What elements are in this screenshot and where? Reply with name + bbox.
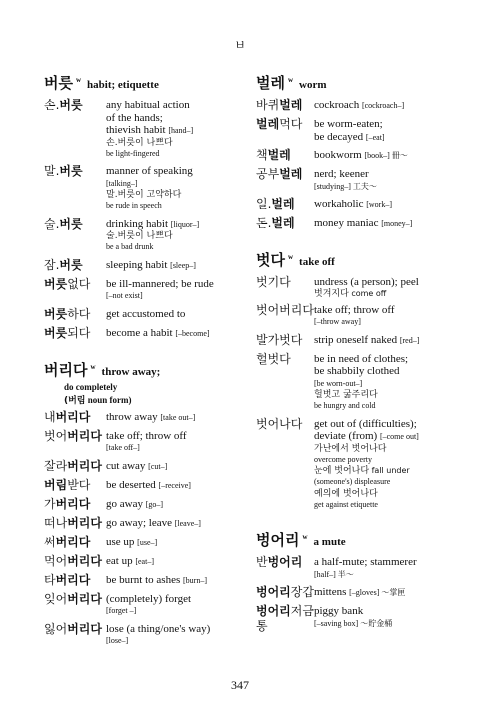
definition-line: deviate (from) [–come out] bbox=[314, 430, 419, 442]
definition-line: overcome poverty bbox=[314, 454, 372, 464]
definition-line: be deserted [–receive] bbox=[106, 478, 191, 491]
entry-word-root: 벌레 bbox=[271, 197, 295, 211]
entry-word: 버릇되다 bbox=[44, 325, 91, 340]
entry-word-root: 버리다 bbox=[55, 496, 91, 511]
definition-line: get out of (difficulties); bbox=[314, 417, 417, 430]
entry-row bbox=[256, 98, 461, 113]
entry-word-root: 버릇 bbox=[59, 98, 83, 112]
source-note: [use–] bbox=[137, 537, 158, 547]
entry-word: 술.버릇 bbox=[44, 216, 83, 231]
definition-line: [take off–] bbox=[106, 443, 140, 452]
definition-line: lose (a thing/one's way) bbox=[106, 622, 211, 635]
definition-line: piggy bank bbox=[314, 605, 364, 617]
headword-line bbox=[44, 359, 244, 380]
source-note: [money–] bbox=[381, 219, 413, 228]
definition-line: 손.버릇이 나쁘다 bbox=[106, 137, 173, 148]
entry-row bbox=[256, 303, 461, 329]
entry-row bbox=[44, 326, 244, 341]
headword: 벗다 bbox=[256, 251, 285, 269]
gloss-note: come off bbox=[348, 288, 387, 298]
entry-row bbox=[256, 117, 461, 144]
definition-line: become a habit [–become] bbox=[106, 326, 210, 339]
entry-definition bbox=[314, 197, 392, 212]
source-note: [–come out] bbox=[379, 432, 419, 441]
gloss-note: fall under bbox=[369, 466, 410, 475]
entry-definition bbox=[106, 326, 210, 341]
entry-word: 바퀴벌레 bbox=[256, 98, 303, 112]
definition-line: 예의에 벗어나다 bbox=[314, 488, 378, 499]
entry-definition bbox=[314, 98, 404, 113]
entry-word-root: 벌레 bbox=[267, 148, 291, 162]
entry-word: 공부벌레 bbox=[256, 167, 303, 181]
source-note: [leave–] bbox=[174, 518, 201, 528]
definition-line: workaholic [work–] bbox=[314, 198, 393, 210]
entry-word: 발가벗다 bbox=[256, 332, 303, 347]
entry-word: 헐벗다 bbox=[256, 351, 291, 366]
entry-word: 버림받다 bbox=[44, 477, 91, 492]
definition-line: cut away [cut–] bbox=[106, 459, 168, 472]
entry-row bbox=[44, 98, 244, 160]
entry-definition bbox=[314, 555, 417, 581]
headword-line bbox=[256, 529, 461, 550]
entry-word: 버릇없다 bbox=[44, 276, 91, 291]
entry-word: 벗기다 bbox=[256, 275, 291, 289]
definition-line: manner of speaking bbox=[106, 165, 193, 177]
entry-word-root: 벙어리 bbox=[256, 585, 291, 599]
headword-line bbox=[256, 72, 461, 93]
definition-line: (completely) forget bbox=[106, 592, 192, 605]
definition-line: thievish habit [hand–] bbox=[106, 124, 194, 136]
headword-gloss: throw away; bbox=[101, 365, 161, 378]
entry-definition bbox=[106, 98, 193, 160]
sub-note-text: noun form) bbox=[85, 394, 132, 405]
entry-word: 먹어버리다 bbox=[44, 553, 102, 568]
entry-definition bbox=[106, 459, 167, 474]
entry-definition bbox=[314, 417, 419, 512]
definition-line: be decayed [–eat] bbox=[314, 130, 385, 143]
headword-gloss: worm bbox=[299, 79, 327, 91]
entry-row bbox=[256, 417, 461, 512]
source-note: [cockroach–] bbox=[361, 101, 405, 110]
entry-row bbox=[44, 459, 244, 474]
definition-line: [–throw away] bbox=[314, 317, 361, 326]
right-column bbox=[256, 72, 461, 638]
entry-row bbox=[256, 216, 461, 231]
entry-word-root: 버릇 bbox=[44, 306, 68, 321]
entry-word-root: 버릇 bbox=[44, 276, 68, 291]
entry-definition bbox=[106, 516, 201, 531]
definition-line: be shabbily clothed bbox=[314, 365, 400, 377]
entry-block bbox=[256, 529, 461, 634]
entry-row bbox=[44, 217, 244, 254]
headword-marker: w bbox=[302, 533, 308, 541]
entry-row bbox=[44, 573, 244, 588]
source-note: [liquor–] bbox=[170, 219, 200, 229]
entry-word: 잘라버리다 bbox=[44, 458, 102, 473]
definition-line: throw away [take out–] bbox=[106, 410, 196, 423]
page-header: ㅂ bbox=[234, 38, 246, 52]
entry-word: 벙어리저금통 bbox=[256, 604, 314, 633]
entry-row bbox=[44, 535, 244, 550]
definition-line: drinking habit [liquor–] bbox=[106, 217, 200, 230]
definition-line: be rude in speech bbox=[106, 201, 162, 210]
definition-line: [talking–] bbox=[106, 178, 138, 188]
entry-word-root: 벌레 bbox=[279, 98, 303, 112]
entry-word: 가버리다 bbox=[44, 496, 91, 511]
definition-line: nerd; keener bbox=[314, 168, 369, 180]
entry-row bbox=[44, 516, 244, 531]
entry-word-root: 버리다 bbox=[55, 534, 91, 549]
definition-line: be burnt to ashes [burn–] bbox=[106, 573, 207, 586]
entry-definition bbox=[106, 622, 210, 648]
source-note: [work–] bbox=[366, 200, 393, 209]
source-note: [sleep–] bbox=[170, 260, 196, 270]
entry-row bbox=[44, 478, 244, 493]
definition-line: go away; leave [leave–] bbox=[106, 516, 201, 529]
page-number: 347 bbox=[231, 678, 249, 692]
definition-line: any habitual action bbox=[106, 99, 190, 111]
definition-line: be hungry and cold bbox=[314, 401, 376, 410]
entry-word-root: 벌레 bbox=[271, 216, 295, 230]
entry-word-root: 버리다 bbox=[67, 428, 102, 443]
definition-line: cockroach [cockroach–] bbox=[314, 99, 405, 111]
definition-line: bookworm [book–] 冊～ bbox=[314, 149, 408, 161]
entry-word: 돈.벌레 bbox=[256, 216, 295, 230]
entry-row bbox=[256, 555, 461, 581]
entry-row bbox=[256, 604, 461, 634]
entry-definition bbox=[314, 167, 377, 193]
definition-line: (someone's) displeasure bbox=[314, 477, 391, 486]
left-column bbox=[44, 72, 244, 652]
entry-definition bbox=[106, 573, 207, 588]
entry-definition bbox=[314, 275, 419, 299]
entry-word-root: 버리다 bbox=[67, 553, 102, 568]
entry-definition bbox=[314, 303, 395, 329]
headword-sub-gloss: do completely bbox=[64, 381, 118, 392]
entry-word: 벗어버리다 bbox=[256, 302, 314, 317]
entry-word-root: 버리다 bbox=[67, 515, 102, 530]
entry-row bbox=[44, 277, 244, 303]
definition-line: take off; throw off bbox=[314, 303, 395, 316]
definition-line: get accustomed to bbox=[106, 307, 186, 320]
sub-note-korean: (버림 bbox=[64, 395, 86, 406]
headword: 벌레 bbox=[256, 74, 285, 92]
entry-row bbox=[256, 333, 461, 348]
section-spacer bbox=[256, 515, 461, 529]
entry-word-root: 버리다 bbox=[55, 409, 91, 424]
headword-gloss: take off bbox=[299, 256, 335, 268]
source-note: [–receive] bbox=[158, 480, 191, 490]
definition-line: [be worn-out–] bbox=[314, 378, 363, 388]
definition-line: [half–] 半～ bbox=[314, 569, 354, 579]
entry-word: 타버리다 bbox=[44, 572, 91, 587]
entry-word-root: 버릇 bbox=[59, 164, 83, 178]
entry-definition bbox=[106, 535, 157, 550]
section-spacer bbox=[256, 235, 461, 249]
definition-line: 헐벗고 굶주리다 bbox=[314, 390, 378, 400]
definition-line: go away [go–] bbox=[106, 497, 164, 510]
definition-line: be light-fingered bbox=[106, 148, 160, 158]
entry-word-root: 버릇 bbox=[44, 325, 68, 340]
source-note: [eat–] bbox=[135, 556, 154, 566]
source-note: [book–] 冊～ bbox=[364, 151, 408, 160]
entry-definition bbox=[314, 216, 412, 231]
entry-row bbox=[44, 164, 244, 213]
entry-definition bbox=[106, 429, 187, 455]
source-note: [–become] bbox=[175, 328, 210, 338]
headword-line bbox=[256, 249, 461, 270]
entry-row bbox=[44, 307, 244, 322]
entry-row bbox=[44, 592, 244, 618]
entry-word-root: 벌레 bbox=[256, 117, 280, 131]
headword-marker: w bbox=[75, 76, 82, 84]
entry-row bbox=[44, 554, 244, 569]
entry-row bbox=[44, 429, 244, 455]
entry-row bbox=[44, 622, 244, 648]
entry-word-root: 벙어리 bbox=[267, 555, 303, 569]
entry-definition bbox=[106, 307, 185, 321]
entry-definition bbox=[314, 604, 392, 630]
entry-row bbox=[256, 275, 461, 299]
entry-word-root: 버리다 bbox=[55, 572, 91, 587]
entry-row bbox=[256, 585, 461, 600]
entry-definition bbox=[106, 592, 191, 618]
entry-word: 버릇하다 bbox=[44, 306, 91, 321]
definition-line: 눈에 벗어나다 fall under bbox=[314, 466, 410, 476]
headword-sub-note bbox=[44, 393, 244, 406]
definition-line: be worm-eaten; bbox=[314, 118, 383, 130]
entry-definition bbox=[314, 585, 405, 600]
entry-word: 일.벌레 bbox=[256, 197, 295, 211]
source-note: [cut–] bbox=[148, 461, 168, 471]
headword-marker: w bbox=[90, 362, 96, 371]
entry-word: 잠.버릇 bbox=[44, 257, 83, 272]
headword-marker: w bbox=[287, 253, 294, 261]
source-note: [burn–] bbox=[182, 575, 207, 585]
entry-definition bbox=[106, 164, 193, 213]
entry-definition bbox=[314, 333, 419, 348]
entry-definition bbox=[314, 117, 385, 144]
entry-word: 반벙어리 bbox=[256, 555, 303, 569]
entry-word: 내버리다 bbox=[44, 409, 91, 424]
definition-line: get against etiquette bbox=[314, 499, 378, 509]
entry-row bbox=[256, 148, 461, 163]
definition-line: [–saving box] ～貯金桶 bbox=[314, 618, 393, 628]
definition-line: sleeping habit [sleep–] bbox=[106, 258, 196, 271]
definition-line: be a bad drunk bbox=[106, 242, 154, 251]
source-note: [red–] bbox=[399, 335, 420, 345]
definition-line: of the hands; bbox=[106, 111, 163, 124]
headword-marker: w bbox=[287, 76, 294, 84]
definition-line: eat up [eat–] bbox=[106, 554, 154, 567]
entry-word-root: 버리다 bbox=[67, 591, 102, 606]
source-note: [hand–] bbox=[168, 126, 194, 135]
entry-row bbox=[44, 258, 244, 273]
definition-line: [studying–] 工夫～ bbox=[314, 181, 377, 191]
entry-block bbox=[44, 72, 244, 341]
entry-definition bbox=[106, 478, 191, 493]
source-note: [–eat] bbox=[365, 132, 385, 142]
entry-word-root: 벙어리 bbox=[256, 604, 291, 618]
headword-gloss: habit; etiquette bbox=[87, 79, 159, 91]
definition-line: take off; throw off bbox=[106, 429, 187, 442]
definition-line: mittens [–gloves] ～掌匣 bbox=[314, 586, 406, 598]
entry-definition bbox=[314, 352, 408, 413]
entry-word-root: 버릇 bbox=[59, 216, 83, 231]
definition-line: be in need of clothes; bbox=[314, 352, 409, 365]
entry-word: 벌레먹다 bbox=[256, 117, 303, 131]
entry-definition bbox=[106, 554, 154, 569]
definition-line: [forget –] bbox=[106, 606, 137, 615]
definition-line: 벗겨지다 come off bbox=[314, 288, 387, 299]
entry-block bbox=[44, 359, 244, 648]
entry-block bbox=[256, 72, 461, 231]
entry-word-root: 버리다 bbox=[67, 458, 102, 473]
definition-line: [–not exist] bbox=[106, 291, 143, 300]
entry-word: 잊어버리다 bbox=[44, 591, 102, 606]
definition-line: be ill-mannered; be rude bbox=[106, 277, 214, 290]
entry-word: 벗어버리다 bbox=[44, 428, 102, 443]
entry-definition bbox=[106, 277, 214, 303]
entry-row bbox=[44, 410, 244, 425]
headword: 버리다 bbox=[44, 360, 88, 379]
entry-row bbox=[256, 352, 461, 413]
definition-line: 가난에서 벗어나다 bbox=[314, 443, 387, 454]
headword: 버릇 bbox=[44, 74, 73, 92]
entry-definition bbox=[314, 148, 408, 163]
entry-definition bbox=[106, 497, 163, 512]
entry-row bbox=[44, 497, 244, 512]
entry-word-root: 버림 bbox=[44, 477, 68, 492]
entry-word: 손.버릇 bbox=[44, 98, 83, 112]
entry-word: 벙어리장갑 bbox=[256, 585, 314, 599]
entry-word: 벗어나다 bbox=[256, 416, 303, 431]
definition-line: strip oneself naked [red–] bbox=[314, 333, 420, 346]
entry-word: 책벌레 bbox=[256, 148, 291, 162]
definition-line: a half-mute; stammerer bbox=[314, 556, 417, 568]
entry-row bbox=[256, 197, 461, 212]
headword: 벙어리 bbox=[256, 531, 300, 549]
entry-word: 떠나버리다 bbox=[44, 515, 102, 530]
headword-line bbox=[44, 72, 244, 93]
entry-definition bbox=[106, 217, 199, 254]
definition-line: use up [use–] bbox=[106, 535, 158, 548]
source-note: [go–] bbox=[145, 499, 164, 509]
definition-line: undress (a person); peel bbox=[314, 276, 419, 288]
definition-line: [lose–] bbox=[106, 636, 129, 645]
entry-row bbox=[256, 167, 461, 193]
entry-word: 써버리다 bbox=[44, 534, 91, 549]
entry-word: 잃어버리다 bbox=[44, 621, 102, 636]
headword-gloss: a mute bbox=[313, 536, 346, 548]
definition-line: 술.버릇이 나쁘다 bbox=[106, 231, 173, 241]
entry-word-root: 버릇 bbox=[59, 257, 83, 272]
definition-line: 말.버릇이 고약하다 bbox=[106, 190, 182, 200]
section-spacer bbox=[44, 345, 244, 359]
entry-definition bbox=[106, 410, 195, 425]
entry-word-root: 버리다 bbox=[67, 621, 102, 636]
entry-word-root: 벌레 bbox=[279, 167, 303, 181]
definition-line: money maniac [money–] bbox=[314, 217, 413, 229]
entry-block bbox=[256, 249, 461, 511]
entry-word: 말.버릇 bbox=[44, 164, 83, 178]
entry-definition bbox=[106, 258, 196, 273]
source-note: [–gloves] ～掌匣 bbox=[349, 588, 406, 597]
source-note: [take out–] bbox=[160, 412, 196, 422]
